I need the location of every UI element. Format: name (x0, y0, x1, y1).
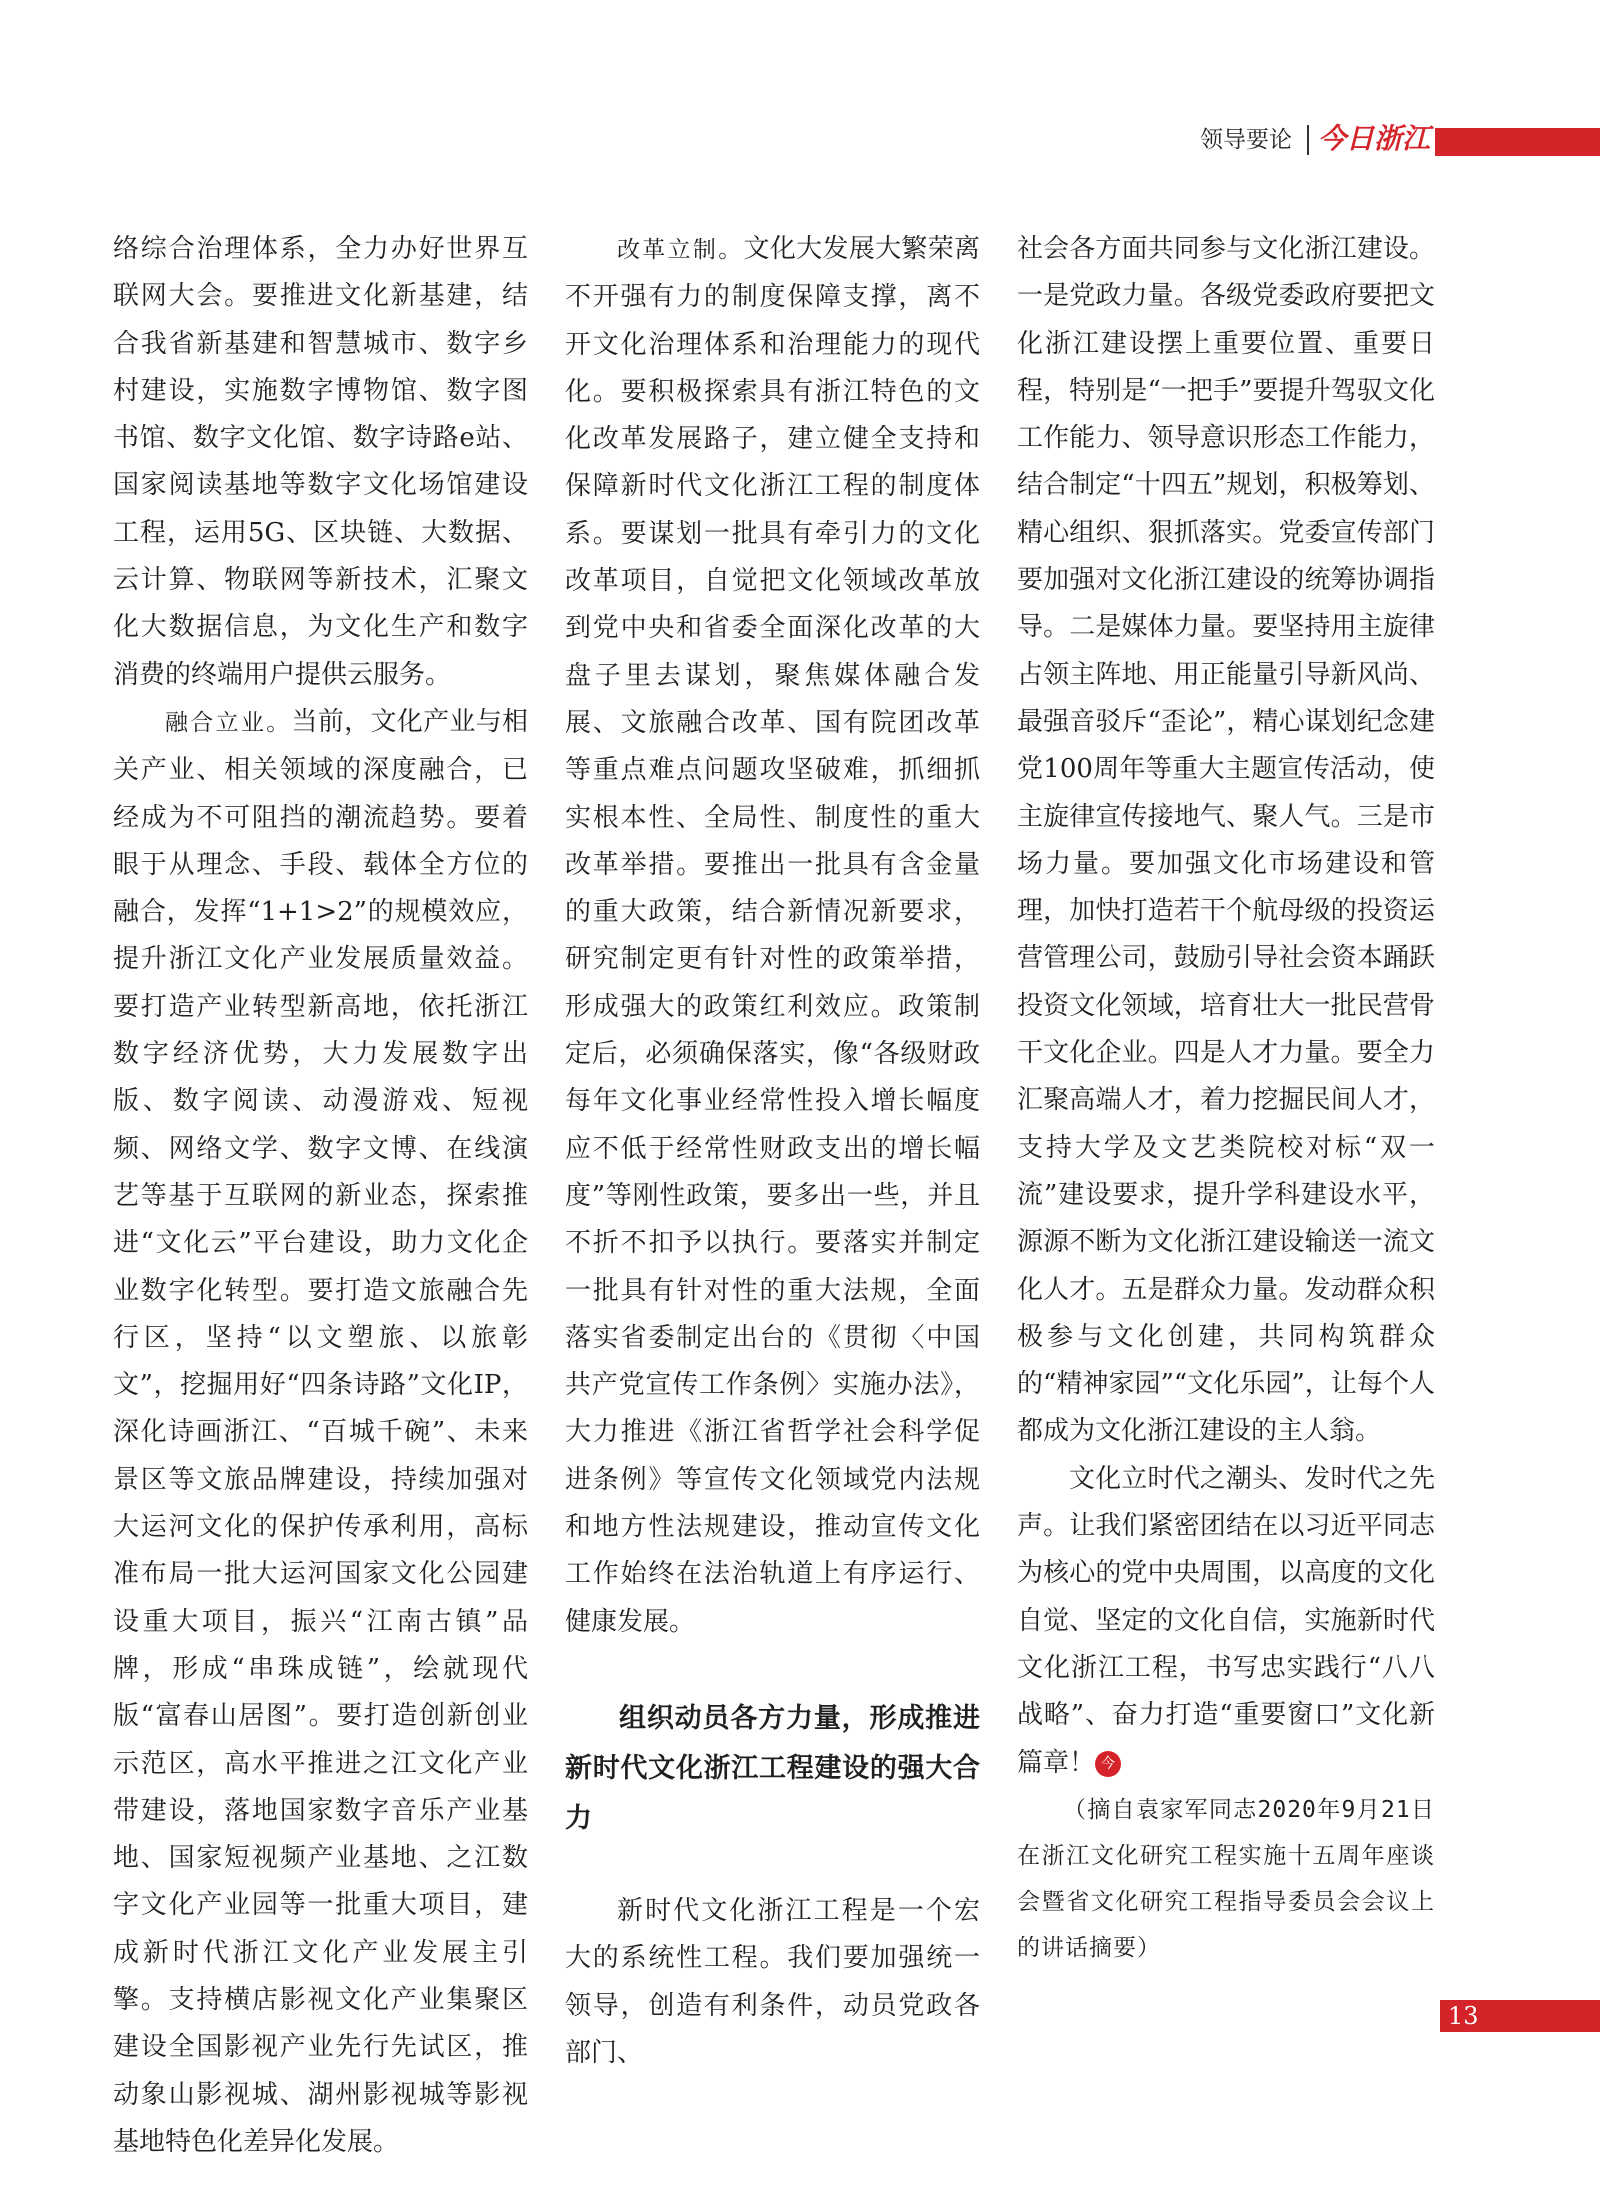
article-column-2 (565, 226, 980, 2077)
paragraph: 新时代文化浙江工程是一个宏大的系统性工程。我们要加强统一领导，创造有利条件，动员党政各部门、 (565, 1895, 980, 2068)
article-column-1 (113, 226, 528, 2166)
paragraph-lead: 改革立制。 (617, 237, 744, 263)
article-column-3 (1017, 226, 1435, 1971)
paragraph (113, 699, 528, 2166)
paragraph-lead: 融合立业。 (165, 709, 292, 736)
source-note: （摘自袁家军同志2020年9月21日在浙江文化研究工程实施十五周年座谈会暨省文化研究工程指导委员会会议上的讲话摘要） (1017, 1796, 1435, 1961)
paragraph-body: 文化大发展大繁荣离不开强有力的制度保障支撑，离不开文化治理体系和治理能力的现代化。要积极探索具有浙江特色的文化改革发展路子，建立健全支持和保障新时代文化浙江工程的制度体系。要谋划一批具有牵引力的文化改革项目，自觉把文化领域改革放到党中央和省委全面深化改革的大盘子里去谋划，聚焦媒体融合发展、文旅融合改革、国有院团改革等重点难点问题攻坚破难，抓细抓实根本性、全局性、制度性的重大改革举措。要推出一批具有含金量的重大政策，结合新情况新要求，研究制定更有针对性的政策举措，形成强大的政策红利效应。政策制定后，必须确保落实，像“各级财政每年文化事业经常性投入增长幅度应不低于经常性财政支出的增长幅度”等刚性政策，要多出一些，并且不折不扣予以执行。要落实并制定一批具有针对性的重大法规，全面落实省委制定出台的《贯彻〈中国共产党宣传工作条例〉实施办法》，大力推进《浙江省哲学社会科学促进条例》等宣传文化领域党内法规和地方性法规建设，推动宣传文化工作始终在法治轨道上有序运行、健康发展。 (565, 234, 980, 1637)
header-divider (1307, 125, 1309, 155)
header-red-bar (1435, 128, 1600, 156)
end-mark-icon: 今 (1095, 1751, 1121, 1777)
page-number: 13 (1448, 2002, 1479, 2030)
magazine-logo: 今日浙江 (1318, 122, 1431, 155)
section-subheading: 组织动员各方力量，形成推进新时代文化浙江工程建设的强大合力 (565, 1702, 980, 1834)
paragraph-body: 当前，文化产业与相关产业、相关领域的深度融合，已经成为不可阻挡的潮流趋势。要着眼于从理念、手段、载体全方位的融合，发挥“1+1>2”的规模效应，提升浙江文化产业发展质量效益。要打造产业转型新高地，依托浙江数字经济优势，大力发展数字出版、数字阅读、动漫游戏、短视频、网络文学、数字文博、在线演艺等基于互联网的新业态，探索推进“文化云”平台建设，助力文化企业数字化转型。要打造文旅融合先行区，坚持“以文塑旅、以旅彰文”，挖掘用好“四条诗路”文化IP，深化诗画浙江、“百城千碗”、未来景区等文旅品牌建设，持续加强对大运河文化的保护传承利用，高标准布局一批大运河国家文化公园建设重大项目，振兴“江南古镇”品牌，形成“串珠成链”，绘就现代版“富春山居图”。要打造创新创业示范区，高水平推进之江文化产业带建设，落地国家数字音乐产业基地、国家短视频产业基地、之江数字文化产业园等一批重大项目，建成新时代浙江文化产业发展主引擎。支持横店影视文化产业集聚区建设全国影视产业先行先试区，推动象山影视城、湖州影视城等影视基地特色化差异化发展。 (113, 706, 528, 2157)
page-header (0, 120, 1600, 160)
paragraph-body: 文化立时代之潮头、发时代之先声。让我们紧密团结在以习近平同志为核心的党中央周围，以高度的文化自觉、坚定的文化自信，实施新时代文化浙江工程，书写忠实践行“八八战略”、奋力打造“重要窗口”文化新篇章！ (1017, 1463, 1435, 1778)
paragraph: 社会各方面共同参与文化浙江建设。一是党政力量。各级党委政府要把文化浙江建设摆上重要位置、重要日程，特别是“一把手”要提升驾驭文化工作能力、领导意识形态工作能力，结合制定“十四五”规划，积极筹划、精心组织、狠抓落实。党委宣传部门要加强对文化浙江建设的统筹协调指导。二是媒体力量。要坚持用主旋律占领主阵地、用正能量引导新风尚、最强音驳斥“歪论”，精心谋划纪念建党100周年等重大主题宣传活动，使主旋律宣传接地气、聚人气。三是市场力量。要加强文化市场建设和管理，加快打造若干个航母级的投资运营管理公司，鼓励引导社会资本踊跃投资文化领域，培育壮大一批民营骨干文化企业。四是人才力量。要全力汇聚高端人才，着力挖掘民间人才，支持大学及文艺类院校对标“双一流”建设要求，提升学科建设水平，源源不断为文化浙江建设输送一流文化人才。五是群众力量。发动群众积极参与文化创建，共同构筑群众的“精神家园”“文化乐园”，让每个人都成为文化浙江建设的主人翁。 (1017, 234, 1435, 1447)
section-title: 领导要论 (1200, 127, 1292, 153)
paragraph: 络综合治理体系，全力办好世界互联网大会。要推进文化新基建，结合我省新基建和智慧城市、数字乡村建设，实施数字博物馆、数字图书馆、数字文化馆、数字诗路e站、国家阅读基地等数字文化场馆建设工程，运用5G、区块链、大数据、云计算、物联网等新技术，汇聚文化大数据信息，为文化生产和数字消费的终端用户提供云服务。 (113, 234, 528, 690)
paragraph (1017, 1456, 1435, 1787)
paragraph (565, 226, 980, 1646)
